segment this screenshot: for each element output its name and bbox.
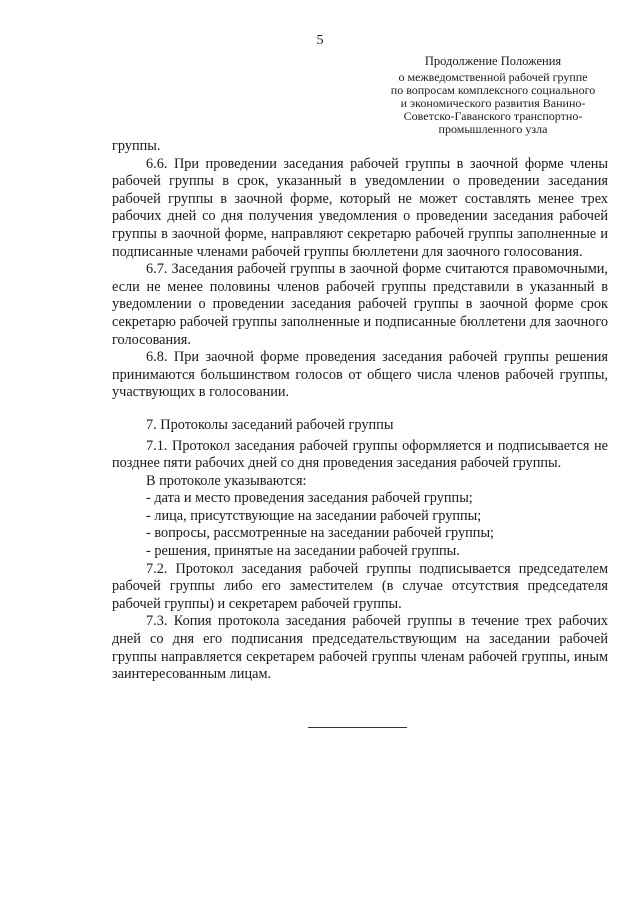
paragraph-7-3: 7.3. Копия протокола заседания рабочей группы в течение трех рабочих дней со дня его подписания председательствующим на заседании рабочей группы направляется секретарем рабочей группы членам рабочей группы, иным заинтересованным лицам. (112, 613, 608, 683)
header-line: промышленного узла (438, 122, 548, 136)
header-line: по вопросам комплексного социального (390, 83, 596, 97)
paragraph-7-1: 7.1. Протокол заседания рабочей группы оформляется и подписывается не позднее пяти рабочих дней со дня проведения заседания рабочей группы. (112, 437, 608, 472)
document-body (112, 138, 608, 684)
closing-separator-line (308, 727, 407, 728)
header-line: о межведомственной рабочей группе (398, 70, 588, 84)
header-line: Советско-Гаванского транспортно- (403, 109, 583, 123)
list-item: - вопросы, рассмотренные на заседании рабочей группы; (146, 525, 495, 542)
paragraph-gap (112, 402, 608, 417)
list-intro: В протоколе указываются: (146, 472, 307, 489)
section-7-heading: 7. Протоколы заседаний рабочей группы (146, 416, 394, 433)
paragraph-6-8: 6.8. При заочной форме проведения заседания рабочей группы решения принимаются большинством голосов от общего числа членов рабочей группы, участвующих в голосовании. (112, 349, 608, 401)
header-title: Продолжение Положения (424, 54, 562, 68)
paragraph-7-2: 7.2. Протокол заседания рабочей группы подписывается председателем рабочей группы либо его заместителем (в случае отсутствия председателя рабочей группы) и секретарем рабочей группы. (112, 560, 608, 612)
continuation-text: группы. (112, 138, 161, 154)
document-header (378, 55, 608, 136)
paragraph-6-7: 6.7. Заседания рабочей группы в заочной форме считаются правомочными, если не менее половины членов рабочей группы представили в указанный в уведомлении о проведении заседания рабочей группы в заочной форме срок секретарю рабочей группы заполненные и подписанные бюллетени для заочного голосования. (112, 261, 608, 348)
list-item: - лица, присутствующие на заседании рабочей группы; (146, 507, 482, 524)
list-item: - дата и место проведения заседания рабочей группы; (146, 490, 473, 507)
header-line: и экономического развития Ванино- (400, 96, 586, 110)
list-item: - решения, принятые на заседании рабочей группы. (146, 543, 460, 560)
page-number: 5 (316, 33, 324, 48)
paragraph-6-6: 6.6. При проведении заседания рабочей группы в заочной форме члены рабочей группы в срок, указанный в уведомлении о проведении заседания рабочей группы в заочной форме, который не может составлять менее трех рабочих дней со дня получения уведомления о проведении заседания рабочей группы в заочной форме, направляют секретарю рабочей группы заполненные и подписанные членами рабочей группы бюллетени для заочного голосования. (112, 155, 608, 260)
